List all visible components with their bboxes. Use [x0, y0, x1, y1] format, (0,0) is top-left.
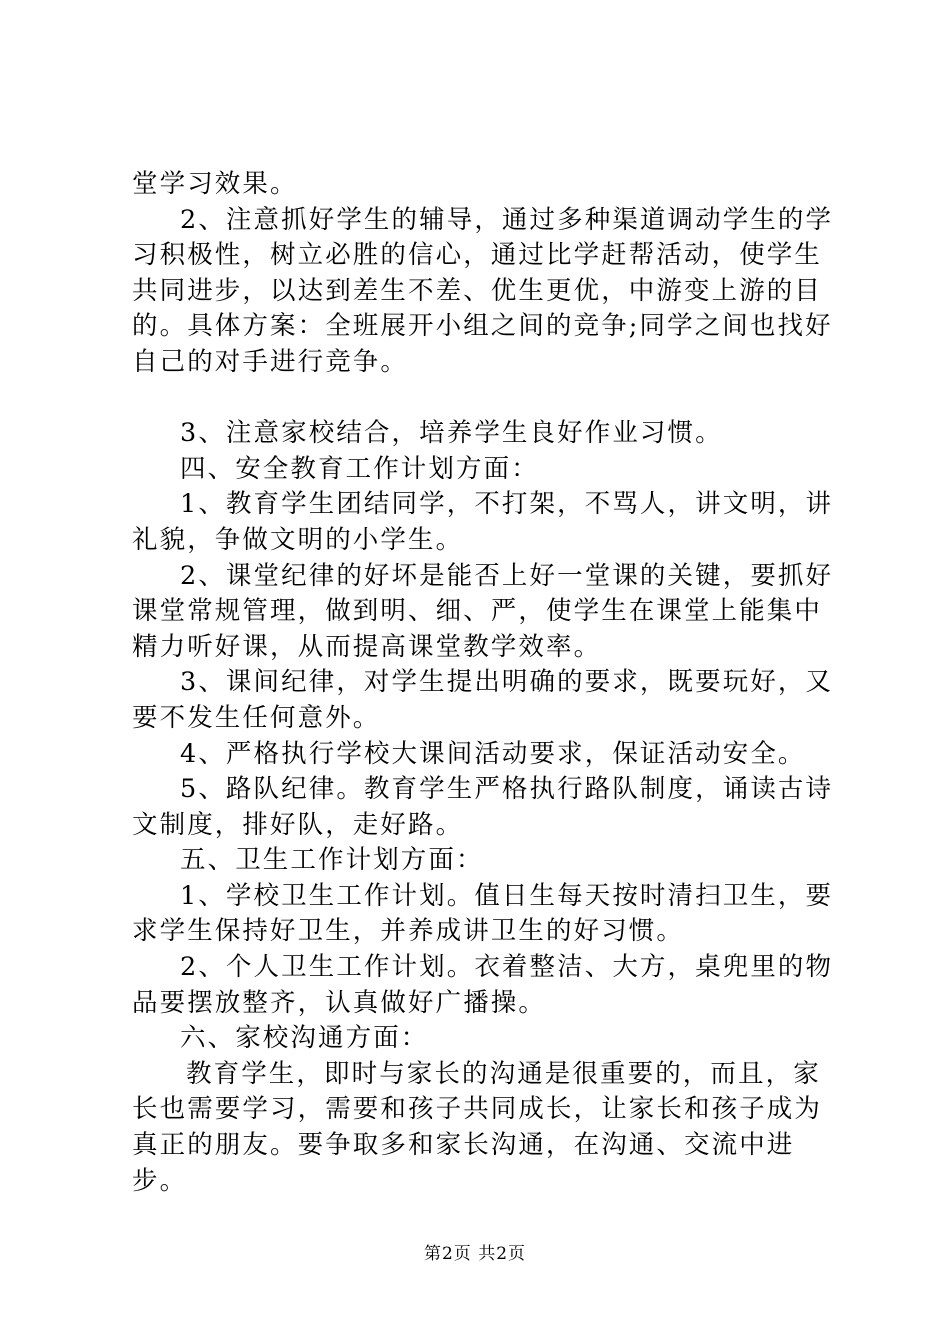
document-body: [132, 167, 838, 1199]
paragraph-safety-4: 4、严格执行学校大课间活动要求，保证活动安全。: [180, 738, 806, 769]
paragraph-safety-3: 3、课间纪律，对学生提出明确的要求，既要玩好，又要不发生任何意外。: [132, 667, 834, 733]
paragraph-home-school: 3、注意家校结合，培养学生良好作业习惯。: [180, 418, 723, 449]
page-number-footer: 第2页 共2页: [423, 1244, 527, 1264]
paragraph-safety-2: 2、课堂纪律的好坏是能否上好一堂课的关键，要抓好课堂常规管理，做到明、细、严，使学生在课堂上能集中精力听好课，从而提高课堂教学效率。: [132, 560, 834, 662]
section-heading-safety: 四、安全教育工作计划方面：: [180, 453, 539, 484]
paragraph-tutoring: 2、注意抓好学生的辅导，通过多种渠道调动学生的学习积极性，树立必胜的信心，通过比学赶帮活动，使学生共同进步，以达到差生不差、优生更优，中游变上游的目的。具体方案：全班展开小组之间的竞争;同学之间也找好自己的对手进行竞争。: [132, 204, 834, 377]
section-heading-communication: 六、家校沟通方面：: [180, 1023, 429, 1054]
paragraph-safety-5: 5、路队纪律。教育学生严格执行路队制度，诵读古诗文制度，排好队，走好路。: [132, 774, 834, 840]
paragraph-hygiene-1: 1、学校卫生工作计划。值日生每天按时清扫卫生，要求学生保持好卫生，并养成讲卫生的好习惯。: [132, 880, 834, 947]
paragraph-continued: 堂学习效果。: [132, 169, 298, 199]
paragraph-hygiene-2: 2、个人卫生工作计划。衣着整洁、大方，桌兜里的物品要摆放整齐，认真做好广播操。: [132, 952, 834, 1018]
paragraph-safety-1: 1、教育学生团结同学，不打架，不骂人，讲文明，讲礼貌，争做文明的小学生。: [132, 489, 834, 555]
section-heading-hygiene: 五、卫生工作计划方面：: [180, 845, 484, 876]
paragraph-communication: 教育学生，即时与家长的沟通是很重要的，而且，家长也需要学习，需要和孩子共同成长，让家长和孩子成为真正的朋友。要争取多和家长沟通，在沟通、交流中进步。: [132, 1058, 823, 1196]
